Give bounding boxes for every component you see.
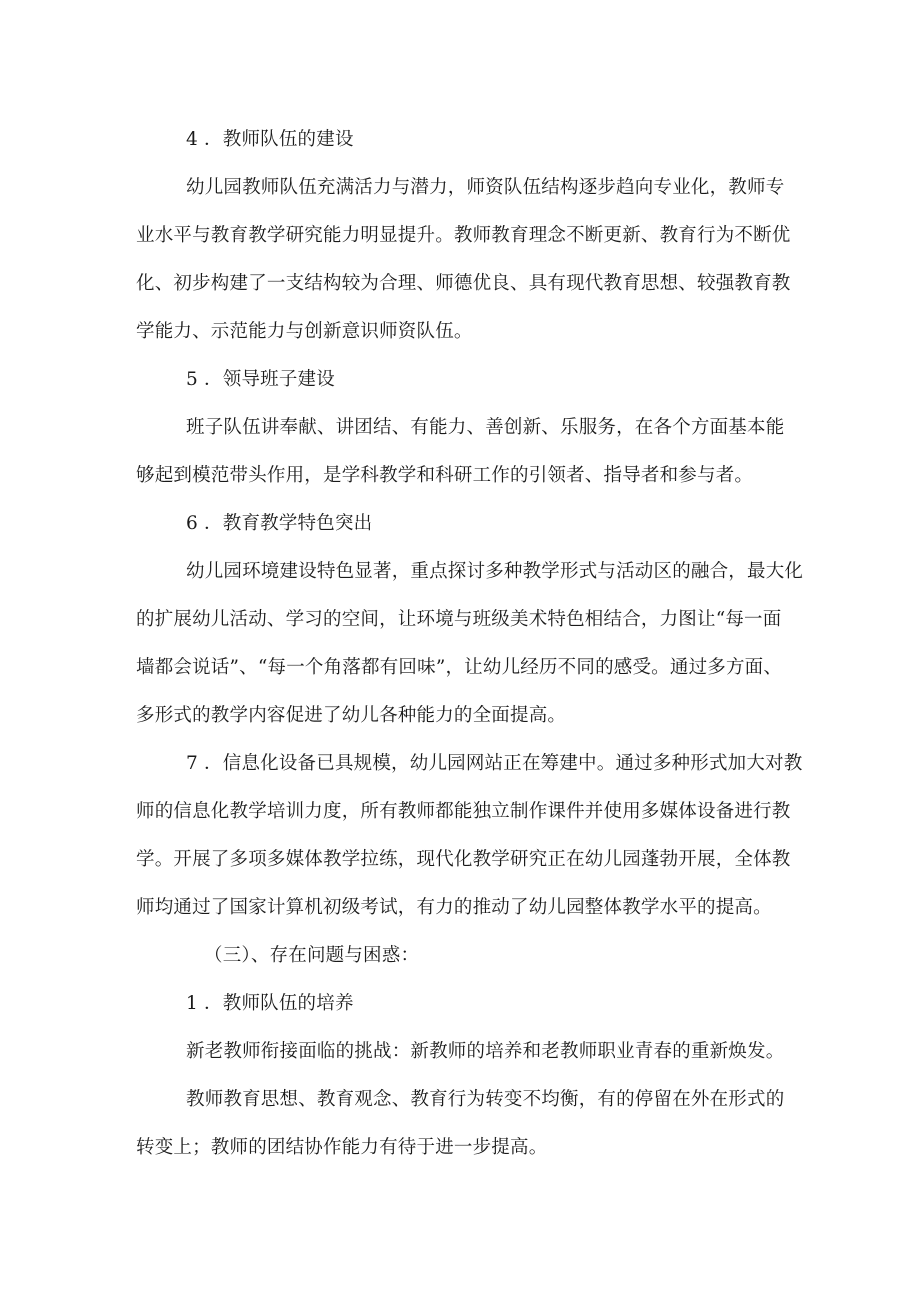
paragraph-line: 班子队伍讲奉献、讲团结、有能力、善创新、乐服务，在各个方面基本能 [186,417,785,438]
section-heading-problems: （三）、存在问题与困惑： [204,945,420,966]
heading-4-teacher-team: 4 ．教师队伍的建设 [186,129,354,150]
heading-1-teacher-training: 1 ．教师队伍的培养 [186,993,354,1014]
heading-6-teaching-features: 6 ．教育教学特色突出 [186,513,373,534]
paragraph-line: 师均通过了国家计算机初级考试，有力的推动了幼儿园整体教学水平的提高。 [136,897,772,918]
paragraph-line: 幼儿园环境建设特色显著，重点探讨多种教学形式与活动区的融合，最大化 [186,561,804,582]
paragraph-line: 够起到模范带头作用，是学科教学和科研工作的引领者、指导者和参与者。 [136,465,754,486]
heading-7-informatization: 7 ．信息化设备已具规模，幼儿园网站正在筹建中。通过多种形式加大对教 [186,753,803,774]
paragraph-line: 新老教师衔接面临的挑战：新教师的培养和老教师职业青春的重新焕发。 [186,1041,785,1062]
paragraph-line: 业水平与教育教学研究能力明显提升。教师教育理念不断更新、教育行为不断优 [136,225,791,246]
paragraph-line: 多形式的教学内容促进了幼儿各种能力的全面提高。 [136,705,567,726]
paragraph-line: 转变上；教师的团结协作能力有待于进一步提高。 [136,1137,548,1158]
paragraph-line: 墙都会说话”、“每一个角落都有回味”，让幼儿经历不同的感受。通过多方面、 [136,657,783,678]
paragraph-line: 化、初步构建了一支结构较为合理、师德优良、具有现代教育思想、较强教育教 [136,273,791,294]
paragraph-line: 学能力、示范能力与创新意识师资队伍。 [136,321,473,342]
paragraph-line: 幼儿园教师队伍充满活力与潜力，师资队伍结构逐步趋向专业化，教师专 [186,177,785,198]
heading-5-leadership: 5 ．领导班子建设 [186,369,335,390]
paragraph-line: 师的信息化教学培训力度，所有教师都能独立制作课件并使用多媒体设备进行教 [136,801,791,822]
paragraph-line: 的扩展幼儿活动、学习的空间，让环境与班级美术特色相结合，力图让“每一面 [136,609,782,630]
document-body [136,116,804,1172]
paragraph-line: 学。开展了多项多媒体教学拉练，现代化教学研究正在幼儿园蓬勃开展，全体教 [136,849,791,870]
paragraph-line: 教师教育思想、教育观念、教育行为转变不均衡，有的停留在外在形式的 [186,1089,785,1110]
